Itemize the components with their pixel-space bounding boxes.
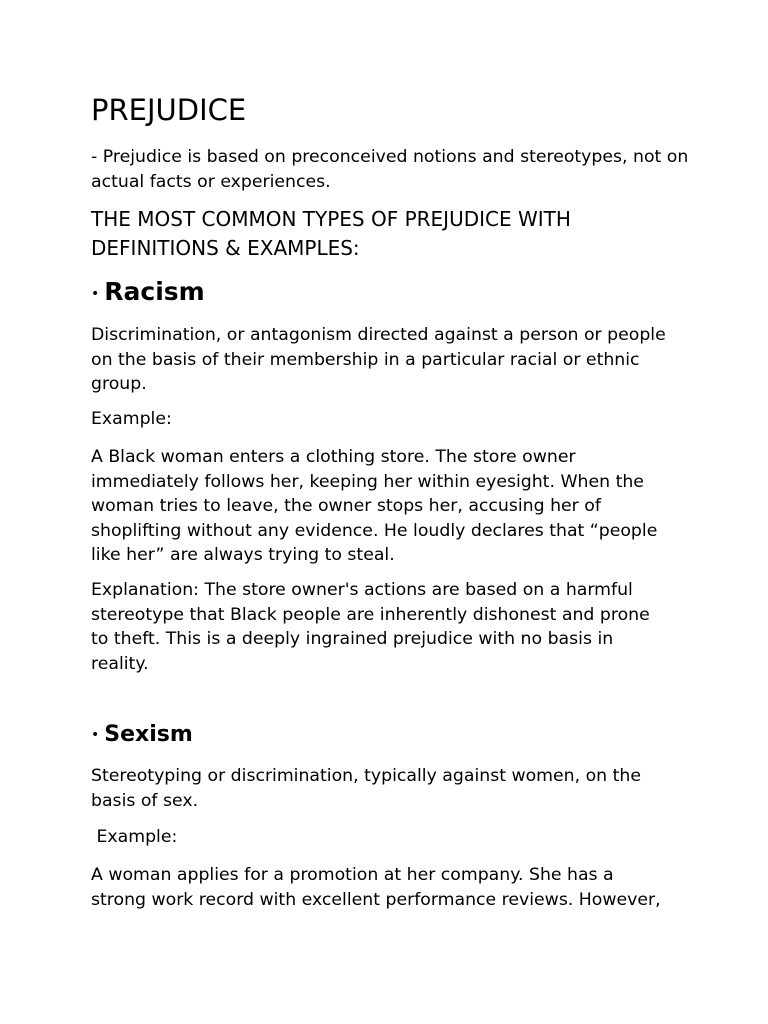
section-heading-label: Sexism bbox=[104, 722, 193, 747]
text-line: stereotype that Black people are inherently dishonest and prone bbox=[91, 604, 650, 625]
page-title: PREJUDICE bbox=[91, 93, 247, 127]
text-line: Stereotyping or discrimination, typically against women, on the bbox=[91, 766, 641, 786]
text-line: shoplifting without any evidence. He loudly declares that “people bbox=[91, 520, 658, 541]
text-line: A woman applies for a promotion at her company. She has a bbox=[91, 865, 614, 885]
sexism-example-label: Example: bbox=[91, 827, 178, 847]
text-line: to theft. This is a deeply ingrained prejudice with no basis in bbox=[91, 629, 614, 649]
types-subheading-line-1: THE MOST COMMON TYPES OF PREJUDICE WITH bbox=[91, 207, 571, 231]
types-subheading-line-2: DEFINITIONS & EXAMPLES: bbox=[91, 236, 360, 260]
text-line: like her” are always trying to steal. bbox=[91, 545, 395, 565]
intro-paragraph: - Prejudice is based on preconceived notions and stereotypes, not on actual facts or experiences. bbox=[91, 147, 689, 192]
text-line: on the basis of their membership in a particular racial or ethnic bbox=[91, 349, 640, 370]
text-line: strong work record with excellent performance reviews. However, bbox=[91, 889, 661, 910]
sexism-definition bbox=[91, 764, 691, 813]
text-line: Discrimination, or antagonism directed against a person or people bbox=[91, 325, 666, 345]
text-line: group. bbox=[91, 374, 147, 394]
racism-definition bbox=[91, 323, 691, 397]
section-heading-racism bbox=[91, 276, 205, 312]
text-line: A Black woman enters a clothing store. The store owner bbox=[91, 447, 576, 467]
racism-example bbox=[91, 445, 691, 568]
bullet-icon: • bbox=[91, 727, 100, 743]
text-line: reality. bbox=[91, 653, 149, 674]
section-heading-sexism bbox=[91, 720, 193, 752]
section-heading-label: Racism bbox=[104, 277, 205, 306]
text-line: Explanation: The store owner's actions are based on a harmful bbox=[91, 580, 633, 600]
racism-example-label: Example: bbox=[91, 409, 172, 429]
text-line: immediately follows her, keeping her within eyesight. When the bbox=[91, 471, 644, 492]
bullet-icon: • bbox=[91, 286, 100, 302]
sexism-example bbox=[91, 863, 691, 912]
text-line: basis of sex. bbox=[91, 790, 199, 811]
types-subheading bbox=[91, 205, 691, 263]
racism-explanation bbox=[91, 578, 691, 676]
text-line: woman tries to leave, the owner stops her, accusing her of bbox=[91, 496, 601, 516]
